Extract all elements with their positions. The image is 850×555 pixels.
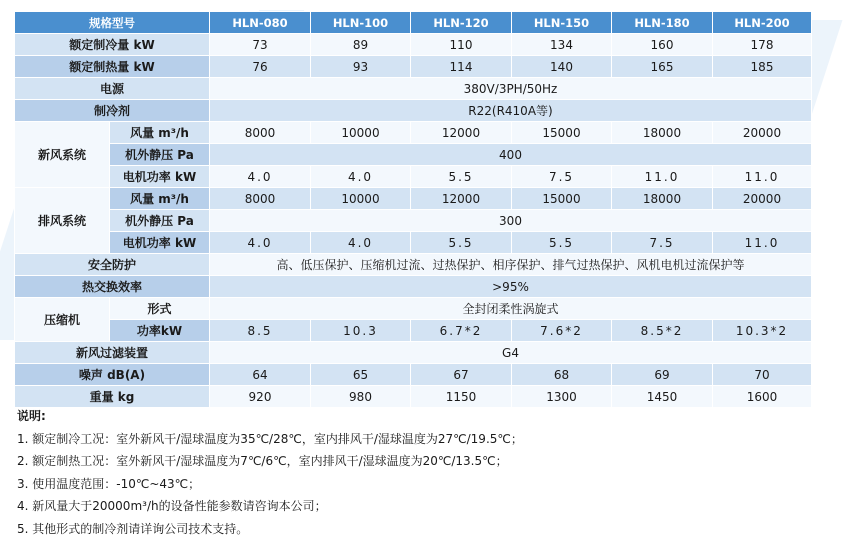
- header-model: HLN-120: [411, 12, 512, 34]
- row-label: 电源: [15, 78, 210, 100]
- row-label: 风量 m³/h: [110, 122, 210, 144]
- table-cell: 68: [512, 364, 612, 386]
- row-label: 安全防护: [15, 254, 210, 276]
- row-label: 制冷剂: [15, 100, 210, 122]
- table-cell: 15000: [512, 122, 612, 144]
- row-label: 机外静压 Pa: [110, 144, 210, 166]
- note-item: 3. 使用温度范围：-10℃~43℃；: [17, 476, 201, 491]
- table-cell: 110: [411, 34, 512, 56]
- rated-cooling-row: [15, 34, 812, 56]
- heat-exchange-row: [15, 276, 812, 298]
- exhaust-motor-row: [15, 232, 812, 254]
- spec-table: [14, 11, 812, 408]
- fresh-air-airflow-row: [15, 122, 812, 144]
- table-cell: 18000: [612, 188, 713, 210]
- note-item: 2. 额定制热工况：室外新风干/湿球温度为7℃/6℃，室内排风干/湿球温度为20℃/13.5℃；: [17, 454, 508, 468]
- note-item: 1. 额定制冷工况：室外新风干/湿球温度为35℃/28℃，室内排风干/湿球温度为27℃/19.5℃；: [17, 431, 523, 446]
- row-label: 额定制热量 kW: [15, 56, 210, 78]
- table-cell: 18000: [612, 122, 713, 144]
- table-cell: 69: [612, 364, 713, 386]
- table-cell: 11.0: [612, 166, 713, 188]
- table-cell: 1300: [512, 386, 612, 408]
- table-cell: 64: [210, 364, 311, 386]
- table-cell: 全封闭柔性涡旋式: [210, 298, 812, 320]
- safety-row: [15, 254, 812, 276]
- table-cell: 高、低压保护、压缩机过流、过热保护、相序保护、排气过热保护、风机电机过流保护等: [210, 254, 812, 276]
- table-cell: 70: [713, 364, 812, 386]
- notes-section: [17, 405, 817, 540]
- row-label: 形式: [110, 298, 210, 320]
- table-cell: 300: [210, 210, 812, 232]
- row-label: 电机功率 kW: [110, 166, 210, 188]
- header-model: HLN-080: [210, 12, 311, 34]
- table-cell: 12000: [411, 188, 512, 210]
- table-cell: 93: [311, 56, 411, 78]
- group-label: 排风系统: [15, 188, 110, 254]
- table-cell: 89: [311, 34, 411, 56]
- group-label: 压缩机: [15, 298, 110, 342]
- table-cell: 7.6*2: [512, 320, 612, 342]
- header-model: HLN-180: [612, 12, 713, 34]
- note-item: 4. 新风量大于20000m³/h的设备性能参数请咨询本公司；: [17, 499, 327, 513]
- exhaust-pressure-row: [15, 210, 812, 232]
- table-cell: 980: [311, 386, 411, 408]
- table-cell: 20000: [713, 188, 812, 210]
- table-cell: 1450: [612, 386, 713, 408]
- fresh-air-motor-row: [15, 166, 812, 188]
- refrigerant-row: [15, 100, 812, 122]
- row-label: 噪声 dB(A): [15, 364, 210, 386]
- compressor-type-row: [15, 298, 812, 320]
- table-cell: 76: [210, 56, 311, 78]
- table-cell: 380V/3PH/50Hz: [210, 78, 812, 100]
- table-cell: 4.0: [311, 166, 411, 188]
- notes-title: 说明:: [17, 409, 46, 423]
- header-model: HLN-200: [713, 12, 812, 34]
- table-cell: 8000: [210, 122, 311, 144]
- table-cell: 10000: [311, 122, 411, 144]
- table-cell: 5.5: [411, 232, 512, 254]
- table-cell: 8.5*2: [612, 320, 713, 342]
- table-cell: >95%: [210, 276, 812, 298]
- note-item: 5. 其他形式的制冷剂请详询公司技术支持。: [17, 521, 249, 536]
- table-cell: 11.0: [713, 166, 812, 188]
- header-model: HLN-100: [311, 12, 411, 34]
- row-label: 热交换效率: [15, 276, 210, 298]
- table-cell: 178: [713, 34, 812, 56]
- table-cell: 12000: [411, 122, 512, 144]
- header-model: HLN-150: [512, 12, 612, 34]
- row-label: 风量 m³/h: [110, 188, 210, 210]
- table-cell: 114: [411, 56, 512, 78]
- table-cell: 10000: [311, 188, 411, 210]
- group-label: 新风系统: [15, 122, 110, 188]
- table-cell: 7.5: [612, 232, 713, 254]
- table-cell: 5.5: [411, 166, 512, 188]
- table-cell: 920: [210, 386, 311, 408]
- table-cell: 1600: [713, 386, 812, 408]
- table-cell: 4.0: [311, 232, 411, 254]
- table-cell: 73: [210, 34, 311, 56]
- compressor-power-row: [15, 320, 812, 342]
- table-cell: 4.0: [210, 166, 311, 188]
- table-cell: R22(R410A等): [210, 100, 812, 122]
- table-cell: 160: [612, 34, 713, 56]
- table-cell: 8.5: [210, 320, 311, 342]
- table-cell: 6.7*2: [411, 320, 512, 342]
- filter-row: [15, 342, 812, 364]
- table-cell: 185: [713, 56, 812, 78]
- table-cell: 7.5: [512, 166, 612, 188]
- exhaust-airflow-row: [15, 188, 812, 210]
- table-cell: 11.0: [713, 232, 812, 254]
- table-cell: 67: [411, 364, 512, 386]
- row-label: 重量 kg: [15, 386, 210, 408]
- row-label: 新风过滤装置: [15, 342, 210, 364]
- table-cell: 134: [512, 34, 612, 56]
- row-label: 额定制冷量 kW: [15, 34, 210, 56]
- row-label: 机外静压 Pa: [110, 210, 210, 232]
- table-cell: 15000: [512, 188, 612, 210]
- row-label: 功率kW: [110, 320, 210, 342]
- table-cell: 165: [612, 56, 713, 78]
- table-cell: 5.5: [512, 232, 612, 254]
- row-label: 电机功率 kW: [110, 232, 210, 254]
- rated-heating-row: [15, 56, 812, 78]
- power-supply-row: [15, 78, 812, 100]
- table-cell: 65: [311, 364, 411, 386]
- noise-row: [15, 364, 812, 386]
- table-cell: 10.3: [311, 320, 411, 342]
- table-cell: G4: [210, 342, 812, 364]
- table-cell: 20000: [713, 122, 812, 144]
- table-cell: 140: [512, 56, 612, 78]
- header-model-label: 规格型号: [15, 12, 210, 34]
- fresh-air-pressure-row: [15, 144, 812, 166]
- table-cell: 4.0: [210, 232, 311, 254]
- table-cell: 8000: [210, 188, 311, 210]
- table-cell: 400: [210, 144, 812, 166]
- header-row: [15, 12, 812, 34]
- table-cell: 1150: [411, 386, 512, 408]
- table-cell: 10.3*2: [713, 320, 812, 342]
